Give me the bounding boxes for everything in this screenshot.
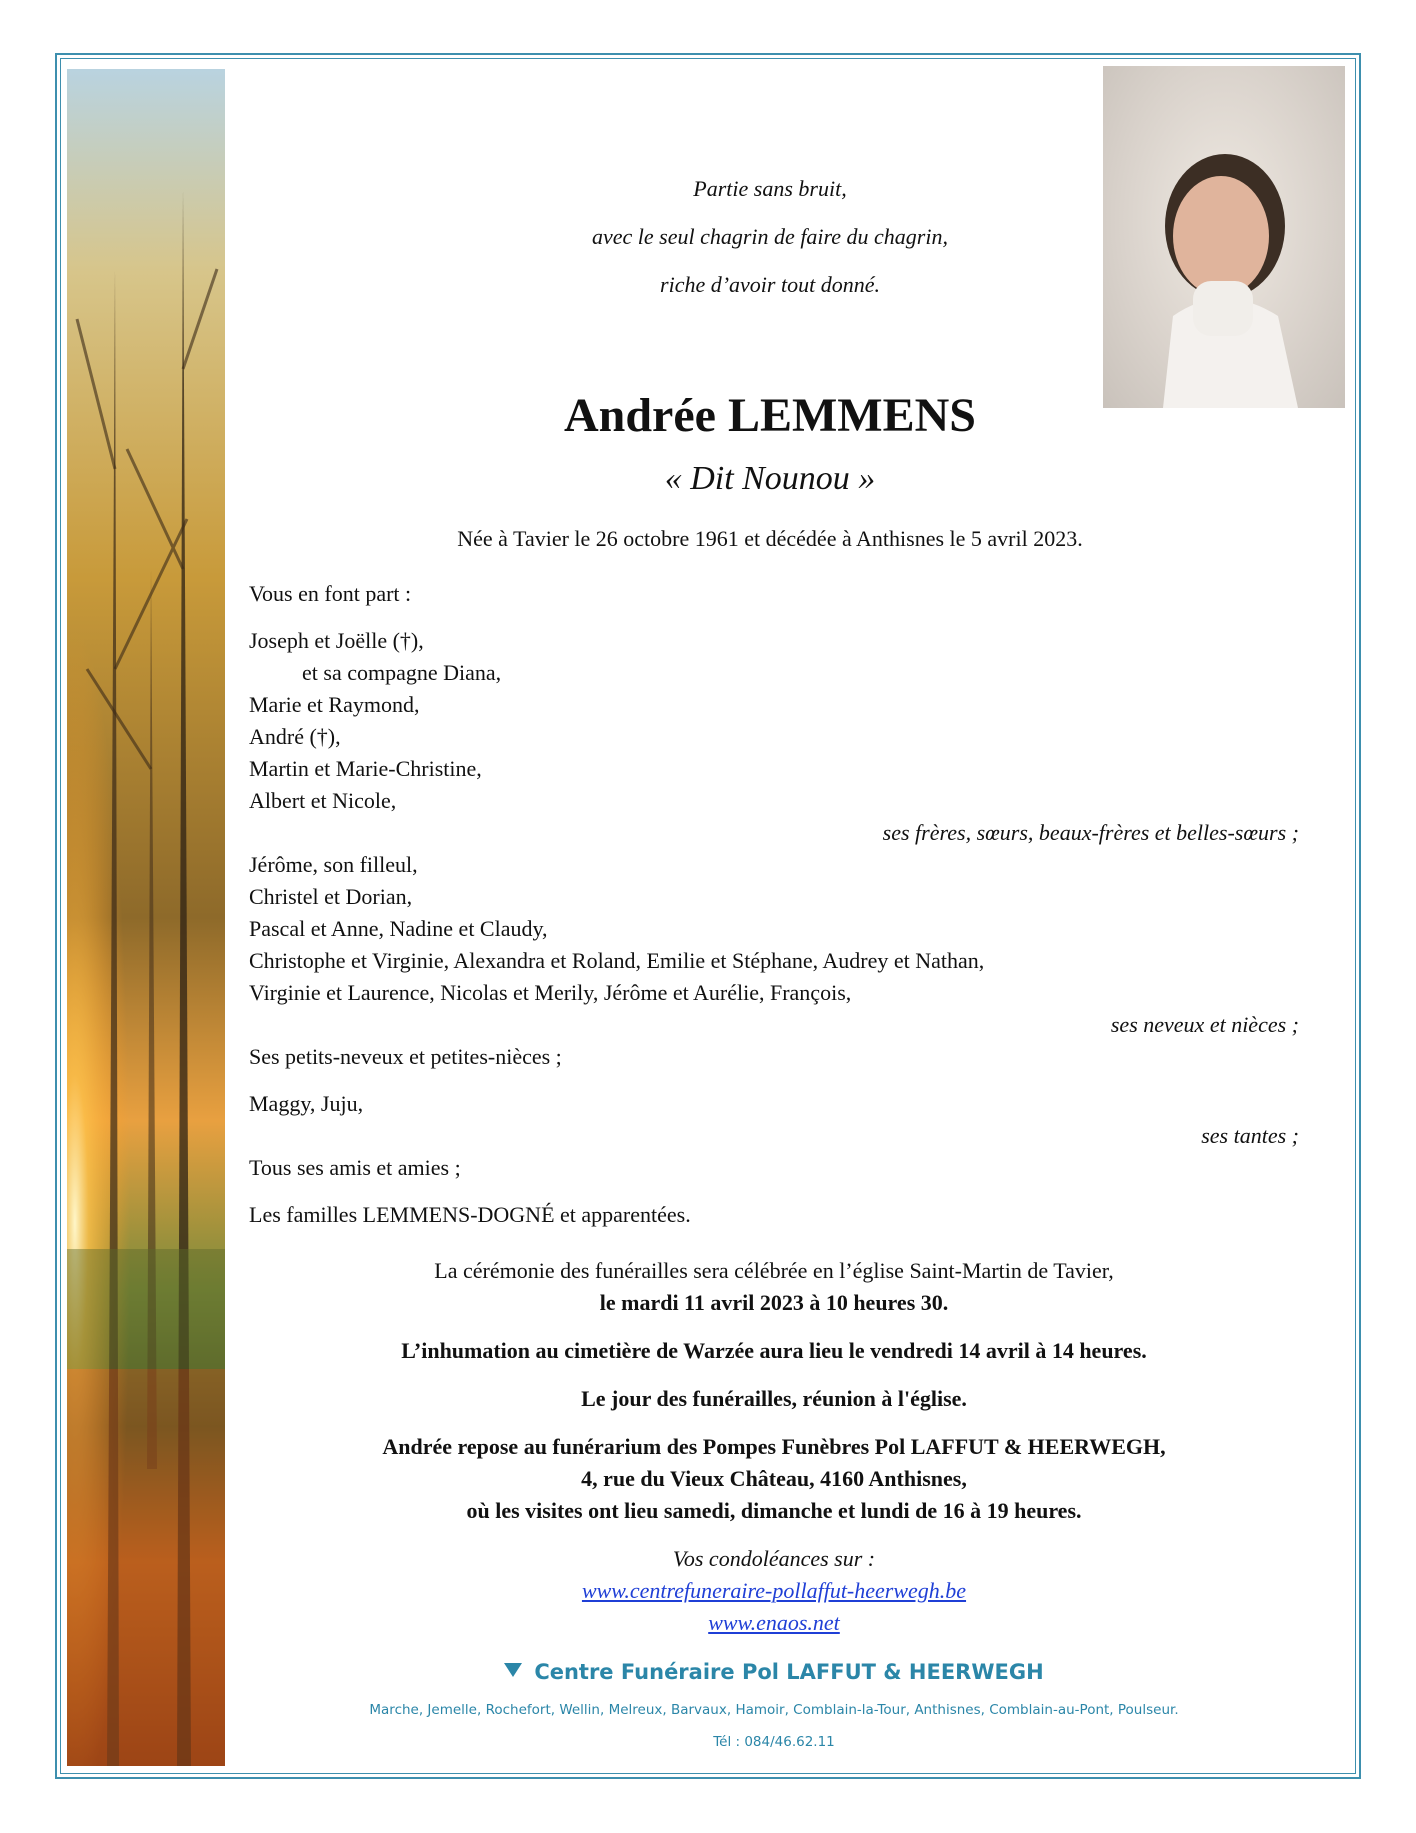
triangle-down-icon xyxy=(504,1663,522,1677)
list-item: Pascal et Anne, Nadine et Claudy, xyxy=(249,916,548,941)
poem xyxy=(420,165,1120,309)
list-item: Jérôme, son filleul, xyxy=(249,852,418,877)
relation-label: ses tantes ; xyxy=(1201,1123,1299,1148)
list-item: Martin et Marie-Christine, xyxy=(249,756,482,781)
gathering-line: Le jour des funérailles, réunion à l'église. xyxy=(581,1386,967,1411)
condolences-link[interactable]: www.centrefuneraire-pollaffut-heerwegh.be xyxy=(581,1578,967,1603)
relation-label: ses frères, sœurs, beaux-frères et belles-sœurs ; xyxy=(882,820,1299,845)
list-item: Albert et Nicole, xyxy=(249,788,397,813)
deceased-name: Andrée LEMMENS xyxy=(564,389,976,442)
list-item: André (†), xyxy=(249,724,341,749)
deceased-portrait xyxy=(1103,66,1345,408)
list-item: Christophe et Virginie, Alexandra et Roland, Emilie et Stéphane, Audrey et Nathan, xyxy=(249,948,985,973)
intro-line: Vous en font part : xyxy=(249,581,412,606)
footer-locations: Marche, Jemelle, Rochefort, Wellin, Melreux, Barvaux, Hamoir, Comblain-la-Tour, Anthisnes, Comblain-au-Pont, Poulseur. xyxy=(369,1702,1179,1718)
rest-address: 4, rue du Vieux Château, 4160 Anthisnes, xyxy=(581,1466,967,1491)
autumn-forest-image xyxy=(67,69,225,1766)
list-item: Joseph et Joëlle (†), xyxy=(249,628,424,653)
rest-line: Andrée repose au funérarium des Pompes Funèbres Pol LAFFUT & HEERWEGH, xyxy=(382,1434,1166,1459)
condolences-label: Vos condoléances sur : xyxy=(672,1546,876,1571)
footer-title-text: Centre Funéraire Pol LAFFUT & HEERWEGH xyxy=(534,1660,1044,1684)
list-item: Tous ses amis et amies ; xyxy=(249,1155,461,1180)
burial-line: L’inhumation au cimetière de Warzée aura lieu le vendredi 14 avril à 14 heures. xyxy=(401,1338,1147,1363)
announcement-body xyxy=(249,578,1299,1231)
list-item: Maggy, Juju, xyxy=(249,1091,364,1116)
relation-label: ses neveux et nièces ; xyxy=(1110,1012,1299,1037)
footer xyxy=(249,1660,1299,1750)
footer-phone: Tél : 084/46.62.11 xyxy=(713,1734,835,1750)
poem-line: Partie sans bruit, xyxy=(693,176,847,201)
birth-death-line: Née à Tavier le 26 octobre 1961 et décédée à Anthisnes le 5 avril 2023. xyxy=(457,526,1083,551)
poem-line: riche d’avoir tout donné. xyxy=(660,272,880,297)
list-item: et sa compagne Diana, xyxy=(302,660,502,685)
condolences xyxy=(249,1543,1299,1639)
list-item: Marie et Raymond, xyxy=(249,692,420,717)
poem-line: avec le seul chagrin de faire du chagrin, xyxy=(592,224,948,249)
ceremony-date: le mardi 11 avril 2023 à 10 heures 30. xyxy=(599,1290,949,1315)
footer-title xyxy=(249,1660,1299,1684)
visit-hours: où les visites ont lieu samedi, dimanche et lundi de 16 à 19 heures. xyxy=(466,1498,1082,1523)
list-item: Virginie et Laurence, Nicolas et Merily, Jérôme et Aurélie, François, xyxy=(249,980,852,1005)
ceremony-line: La cérémonie des funérailles sera célébrée en l’église Saint-Martin de Tavier, xyxy=(434,1258,1114,1283)
deceased-nickname: « Dit Nounou » xyxy=(664,460,876,497)
condolences-link[interactable]: www.enaos.net xyxy=(708,1610,840,1635)
list-item: Ses petits-neveux et petites-nièces ; xyxy=(249,1044,562,1069)
list-item: Les familles LEMMENS-DOGNÉ et apparentées. xyxy=(249,1202,691,1227)
ceremony-info xyxy=(249,1255,1299,1527)
list-item: Christel et Dorian, xyxy=(249,884,413,909)
